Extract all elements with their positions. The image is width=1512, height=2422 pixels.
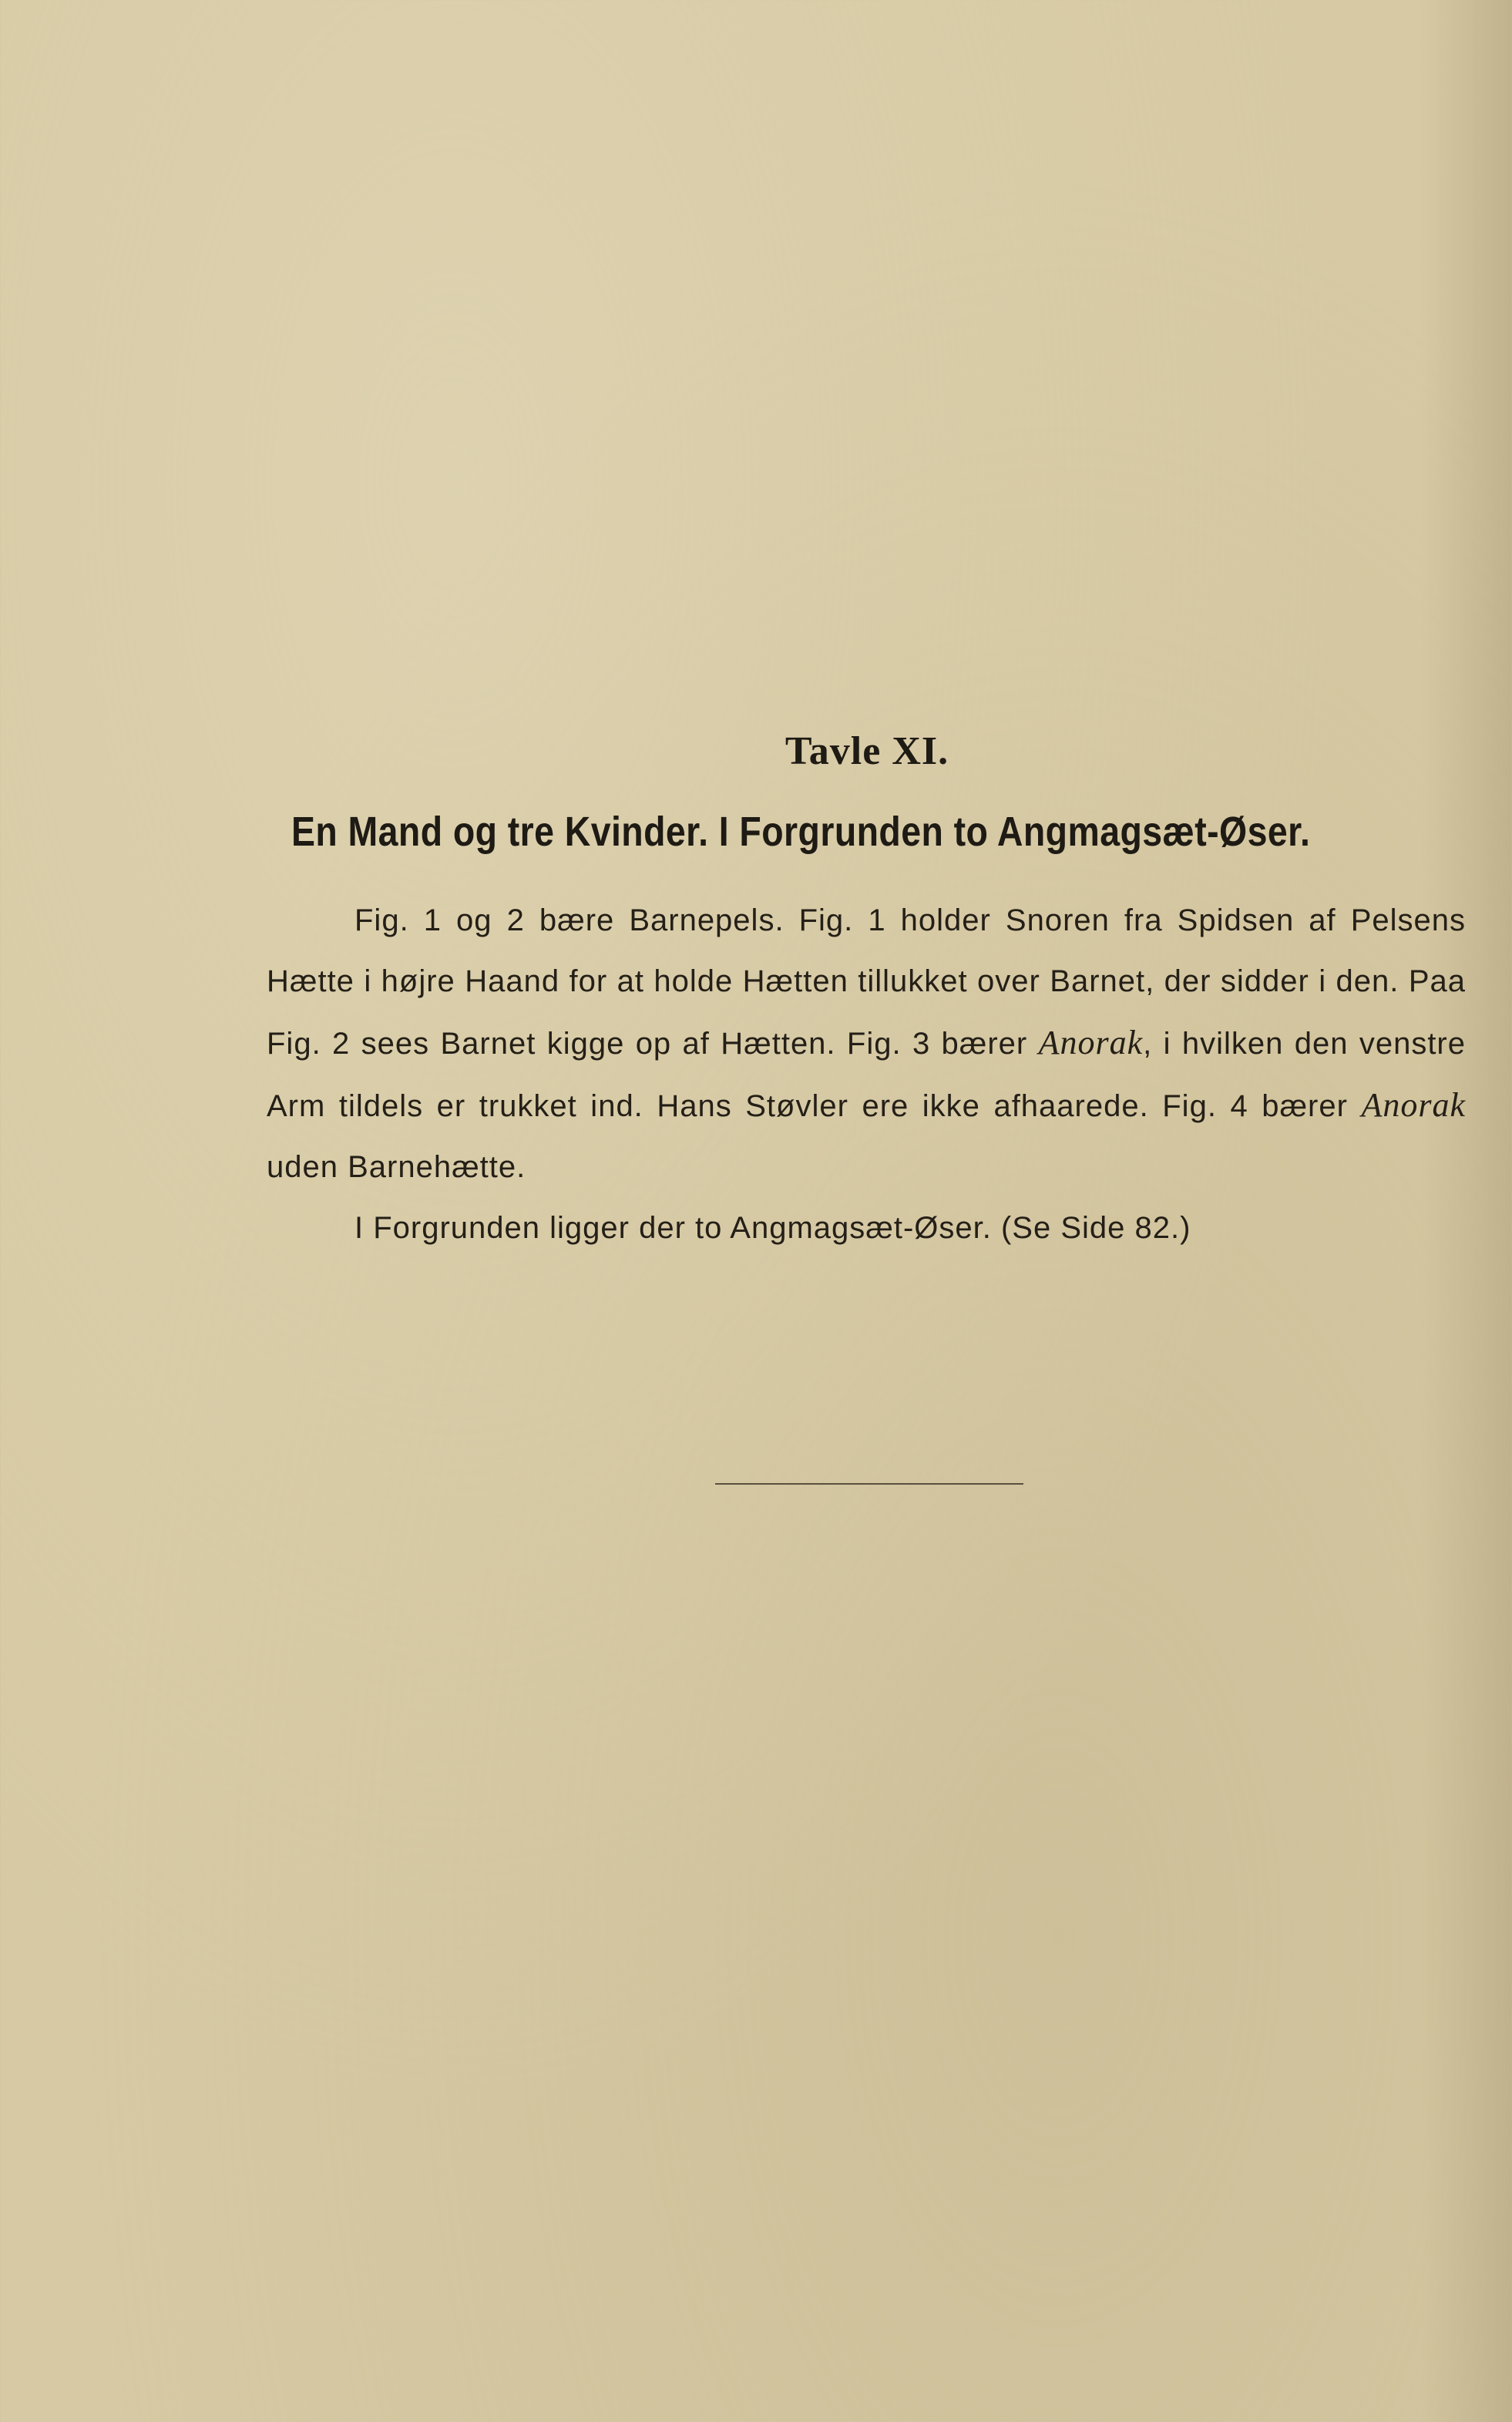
term-anorak: Anorak	[1361, 1086, 1466, 1124]
term-anorak: Anorak	[1038, 1024, 1144, 1061]
description-paragraph-1	[267, 890, 1466, 1198]
description-text: uden Barnehætte.	[267, 1150, 526, 1184]
description-text: Fig. 1 og 2 bære Barnepels. Fig. 1 holder Snoren fra Spidsen af Pelsens Hætte i højre Haand for at holde Hætten tillukket over Barnet, der sidder i den. Paa Fig. 2 sees Barnet kigge op af Hætten. Fig. 3 bærer	[267, 903, 1466, 1061]
description-paragraph-2: I Forgrunden ligger der to Angmagsæt-Øser. (Se Side 82.)	[354, 1211, 1191, 1245]
plate-title: Tavle XI.	[785, 729, 949, 773]
divider-rule	[715, 1483, 1023, 1485]
description-text: , i hvilken den venstre Arm tildels er trukket ind. Hans Støvler ere ikke afhaarede. Fig. 4 bærer	[267, 1027, 1466, 1123]
plate-title-wrap	[0, 728, 1512, 774]
plate-heading: En Mand og tre Kvinder. I Forgrunden to Angmagsæt-Øser.	[291, 809, 1311, 855]
plate-description	[267, 890, 1466, 1259]
